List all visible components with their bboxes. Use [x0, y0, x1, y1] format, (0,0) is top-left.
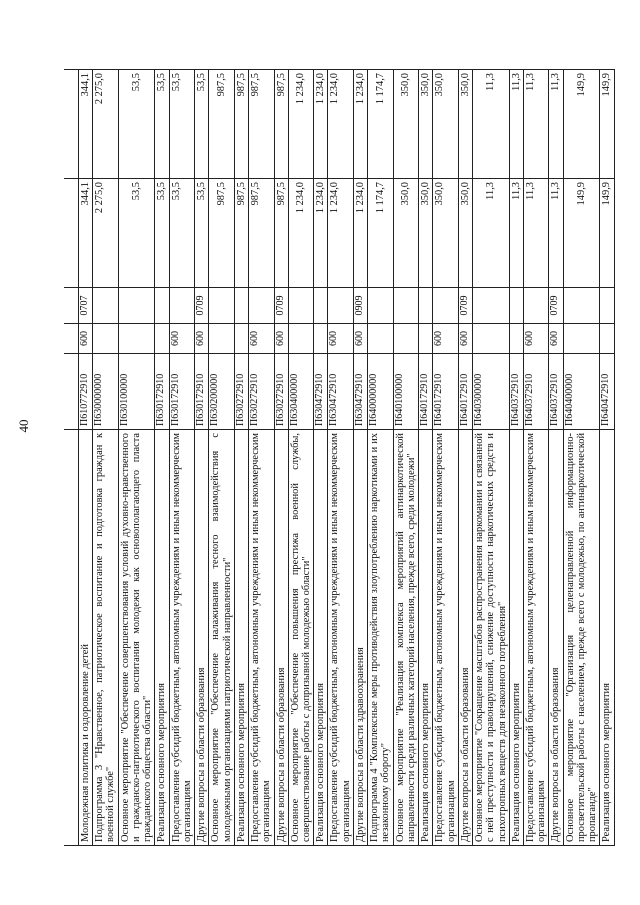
- row-section-code: [328, 288, 353, 324]
- row-amount-second: 987,5: [209, 70, 234, 179]
- table-continuation-row: [64, 70, 79, 846]
- row-section-code: [249, 288, 274, 324]
- row-name: Реализация основного мероприятия: [600, 430, 614, 846]
- row-section-code: [368, 288, 393, 324]
- row-amount-first: 1 174,7: [368, 179, 393, 288]
- row-name: Основное мероприятие "Реализация комплекса мероприятий антинаркотической направленности среди различных категорий населения, прежде всего, среди молодежи": [393, 430, 418, 846]
- row-amount-second: 344,1: [79, 70, 93, 179]
- row-target-code: П640300000: [473, 354, 510, 430]
- table-row: [195, 70, 209, 846]
- row-target-code: П630100000: [118, 354, 155, 430]
- table-row: [249, 70, 274, 846]
- row-amount-second: 987,5: [234, 70, 248, 179]
- row-amount-first: 1 234,0: [353, 179, 367, 288]
- table-row: [209, 70, 234, 846]
- row-amount-second: 11,3: [473, 70, 510, 179]
- row-name: Подпрограмма 4 "Комплексные меры противодействия злоупотреблению наркотиками и их незаконному обороту": [368, 430, 393, 846]
- row-amount-first: 2 275,0: [93, 179, 118, 288]
- row-amount-second: 2 275,0: [93, 70, 118, 179]
- row-expense-type: [393, 324, 418, 354]
- row-section-code: 0709: [195, 288, 209, 324]
- row-section-code: [473, 288, 510, 324]
- row-target-code: П630000000: [93, 354, 118, 430]
- row-name: Предоставление субсидий бюджетным, автономным учреждениям и иным некоммерческим организациям: [328, 430, 353, 846]
- row-section-code: [314, 288, 328, 324]
- row-expense-type: [600, 324, 614, 354]
- row-section-code: [155, 288, 169, 324]
- row-name: Реализация основного мероприятия: [419, 430, 433, 846]
- row-amount-second: 1 234,0: [288, 70, 313, 179]
- row-amount-first: 987,5: [274, 179, 288, 288]
- row-name: Подпрограмма 3 "Нравственное, патриотическое воспитание и подготовка граждан к военной службе": [93, 430, 118, 846]
- row-target-code: П640400000: [563, 354, 600, 430]
- row-expense-type: 600: [523, 324, 548, 354]
- row-expense-type: [419, 324, 433, 354]
- row-expense-type: 600: [458, 324, 472, 354]
- row-amount-second: 350,0: [433, 70, 458, 179]
- row-section-code: [509, 288, 523, 324]
- row-amount-first: 350,0: [393, 179, 418, 288]
- row-amount-second: 1 234,0: [328, 70, 353, 179]
- row-amount-second: 350,0: [458, 70, 472, 179]
- row-amount-first: 53,5: [195, 179, 209, 288]
- row-target-code: П610772910: [79, 354, 93, 430]
- row-section-code: [234, 288, 248, 324]
- row-name: Предоставление субсидий бюджетным, автономным учреждениям и иным некоммерческим организациям: [249, 430, 274, 846]
- row-name: Предоставление субсидий бюджетным, автономным учреждениям и иным некоммерческим организациям: [523, 430, 548, 846]
- table-row: [328, 70, 353, 846]
- row-target-code: П640372910: [549, 354, 563, 430]
- table-row: [433, 70, 458, 846]
- row-section-code: [93, 288, 118, 324]
- row-section-code: [419, 288, 433, 324]
- table-row: [274, 70, 288, 846]
- row-amount-first: 53,5: [155, 179, 169, 288]
- budget-table: [64, 69, 615, 846]
- row-target-code: П630272910: [249, 354, 274, 430]
- row-amount-second: 11,3: [549, 70, 563, 179]
- row-amount-second: 1 234,0: [353, 70, 367, 179]
- row-amount-first: 350,0: [433, 179, 458, 288]
- row-expense-type: 600: [549, 324, 563, 354]
- table-row: [473, 70, 510, 846]
- row-amount-first: 149,9: [600, 179, 614, 288]
- page-number: 40: [16, 419, 31, 433]
- row-amount-first: 350,0: [458, 179, 472, 288]
- table-row: [118, 70, 155, 846]
- row-name: Реализация основного мероприятия: [509, 430, 523, 846]
- row-name: Молодежная политика и оздоровление детей: [79, 430, 93, 846]
- row-expense-type: 600: [79, 324, 93, 354]
- row-section-code: [393, 288, 418, 324]
- row-amount-first: 1 234,0: [328, 179, 353, 288]
- row-amount-second: 149,9: [563, 70, 600, 179]
- row-amount-first: 11,3: [523, 179, 548, 288]
- row-target-code: П630272910: [274, 354, 288, 430]
- row-expense-type: [473, 324, 510, 354]
- row-section-code: [169, 288, 194, 324]
- row-target-code: П630472910: [353, 354, 367, 430]
- row-expense-type: 600: [328, 324, 353, 354]
- row-expense-type: [209, 324, 234, 354]
- row-name: Другие вопросы в области образования: [458, 430, 472, 846]
- row-expense-type: [368, 324, 393, 354]
- row-target-code: П640000000: [368, 354, 393, 430]
- row-amount-first: 987,5: [234, 179, 248, 288]
- row-section-code: [209, 288, 234, 324]
- row-amount-first: 53,5: [118, 179, 155, 288]
- table-row: [393, 70, 418, 846]
- row-name: Другие вопросы в области образования: [195, 430, 209, 846]
- row-target-code: П640372910: [523, 354, 548, 430]
- row-expense-type: [93, 324, 118, 354]
- row-section-code: [563, 288, 600, 324]
- row-section-code: 0909: [353, 288, 367, 324]
- row-amount-second: 1 234,0: [314, 70, 328, 179]
- table-row: [169, 70, 194, 846]
- row-target-code: П640172910: [458, 354, 472, 430]
- table-row: [288, 70, 313, 846]
- row-name: Реализация основного мероприятия: [234, 430, 248, 846]
- table-row: [419, 70, 433, 846]
- row-expense-type: [314, 324, 328, 354]
- table-row: [234, 70, 248, 846]
- table-row: [79, 70, 93, 846]
- row-amount-first: 11,3: [509, 179, 523, 288]
- row-amount-first: 11,3: [473, 179, 510, 288]
- rotated-page-content: [64, 70, 613, 846]
- row-amount-second: 11,3: [509, 70, 523, 179]
- row-amount-second: 987,5: [249, 70, 274, 179]
- row-amount-second: 1 174,7: [368, 70, 393, 179]
- table-row: [458, 70, 472, 846]
- table-row: [549, 70, 563, 846]
- row-name: Другие вопросы в области образования: [274, 430, 288, 846]
- row-target-code: П630472910: [314, 354, 328, 430]
- table-row: [368, 70, 393, 846]
- row-section-code: [288, 288, 313, 324]
- row-amount-first: 11,3: [549, 179, 563, 288]
- row-target-code: П640172910: [433, 354, 458, 430]
- row-section-code: 0709: [549, 288, 563, 324]
- row-name: Предоставление субсидий бюджетным, автономным учреждениям и иным некоммерческим организациям: [433, 430, 458, 846]
- row-amount-second: 53,5: [118, 70, 155, 179]
- row-expense-type: 600: [169, 324, 194, 354]
- row-expense-type: [234, 324, 248, 354]
- row-amount-first: 1 234,0: [288, 179, 313, 288]
- row-amount-second: 350,0: [419, 70, 433, 179]
- row-expense-type: 600: [274, 324, 288, 354]
- row-amount-second: 11,3: [523, 70, 548, 179]
- row-target-code: П640372910: [509, 354, 523, 430]
- row-expense-type: [288, 324, 313, 354]
- row-amount-second: 987,5: [274, 70, 288, 179]
- row-amount-second: 149,9: [600, 70, 614, 179]
- row-expense-type: [118, 324, 155, 354]
- row-name: Реализация основного мероприятия: [155, 430, 169, 846]
- row-name: Другие вопросы в области образования: [549, 430, 563, 846]
- row-name: Основное мероприятие "Сокращение масштабов распространения наркомании и связанной с ней преступности и правонарушений, снижение доступности наркотических средств и психотропных веществ для незаконного потребления": [473, 430, 510, 846]
- row-expense-type: [563, 324, 600, 354]
- table-row: [523, 70, 548, 846]
- row-amount-first: 987,5: [209, 179, 234, 288]
- row-name: Основное мероприятие "Обеспечение повышения престижа военной службы, совершенствование работы с допризывной молодежью области": [288, 430, 313, 846]
- row-name: Основное мероприятие "Обеспечение налаживания тесного взаимодействия с молодежными организациями патриотической направленности": [209, 430, 234, 846]
- row-name: Основное мероприятие "Обеспечение совершенствования условий духовно-нравственного и гражданско-патриотического воспитания молодежи как основополагающего пласта гражданского общества области": [118, 430, 155, 846]
- table-row: [93, 70, 118, 846]
- table-row: [509, 70, 523, 846]
- row-amount-first: 987,5: [249, 179, 274, 288]
- budget-table-body: [64, 70, 614, 846]
- row-target-code: П630400000: [288, 354, 313, 430]
- row-amount-second: 350,0: [393, 70, 418, 179]
- row-section-code: [433, 288, 458, 324]
- row-amount-second: 53,5: [195, 70, 209, 179]
- row-section-code: 0709: [274, 288, 288, 324]
- row-expense-type: 600: [249, 324, 274, 354]
- table-row: [155, 70, 169, 846]
- row-target-code: П630272910: [234, 354, 248, 430]
- row-amount-first: 149,9: [563, 179, 600, 288]
- row-section-code: [600, 288, 614, 324]
- row-expense-type: [155, 324, 169, 354]
- row-amount-second: 53,5: [155, 70, 169, 179]
- row-target-code: П630200000: [209, 354, 234, 430]
- row-target-code: П630172910: [195, 354, 209, 430]
- row-name: Предоставление субсидий бюджетным, автономным учреждениям и иным некоммерческим организациям: [169, 430, 194, 846]
- row-section-code: 0707: [79, 288, 93, 324]
- table-row: [563, 70, 600, 846]
- row-expense-type: 600: [195, 324, 209, 354]
- row-target-code: П640100000: [393, 354, 418, 430]
- row-amount-second: 53,5: [169, 70, 194, 179]
- row-target-code: П640172910: [419, 354, 433, 430]
- table-row: [353, 70, 367, 846]
- row-amount-first: 344,1: [79, 179, 93, 288]
- row-expense-type: [509, 324, 523, 354]
- row-target-code: П640472910: [600, 354, 614, 430]
- row-amount-first: 53,5: [169, 179, 194, 288]
- row-name: Другие вопросы в области здравоохранения: [353, 430, 367, 846]
- table-row: [600, 70, 614, 846]
- table-row: [314, 70, 328, 846]
- row-target-code: П630172910: [155, 354, 169, 430]
- row-expense-type: 600: [353, 324, 367, 354]
- row-amount-first: 350,0: [419, 179, 433, 288]
- row-section-code: 0709: [458, 288, 472, 324]
- row-amount-first: 1 234,0: [314, 179, 328, 288]
- row-section-code: [523, 288, 548, 324]
- row-section-code: [118, 288, 155, 324]
- row-target-code: П630172910: [169, 354, 194, 430]
- table-sheet: [64, 70, 613, 846]
- row-name: Реализация основного мероприятия: [314, 430, 328, 846]
- row-expense-type: 600: [433, 324, 458, 354]
- row-target-code: П630472910: [328, 354, 353, 430]
- row-name: Основное мероприятие "Организация целенаправленной информационно-просветительской работы с населением, прежде всего с молодежью, по антинаркотической пропаганде": [563, 430, 600, 846]
